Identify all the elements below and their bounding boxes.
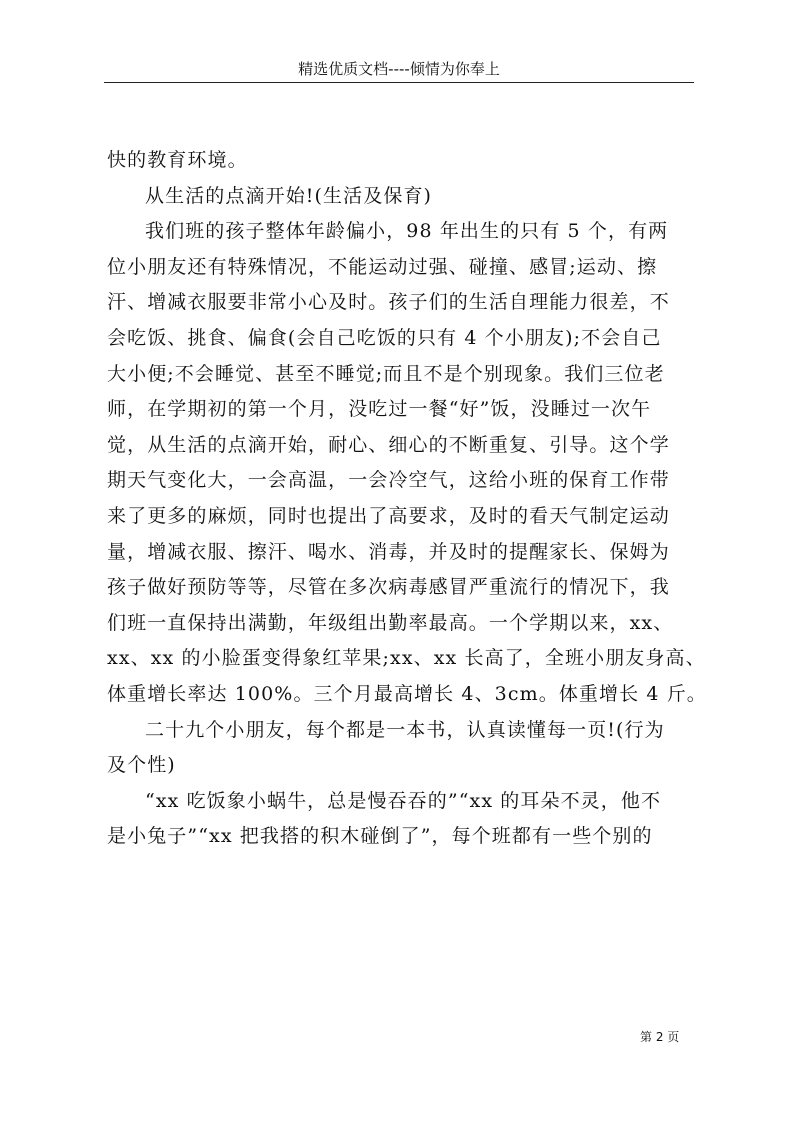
body-line: 及个性)	[107, 754, 176, 777]
body-line: 从生活的点滴开始!(生活及保育)	[145, 184, 433, 207]
document-body	[107, 143, 707, 855]
body-line: 来了更多的麻烦，同时也提出了高要求，及时的看天气制定运动	[107, 504, 670, 527]
document-header	[104, 56, 694, 83]
body-line: 汗、增减衣服要非常小心及时。孩子们的生活自理能力很差，不	[107, 291, 670, 314]
body-line: 大小便;不会睡觉、甚至不睡觉;而且不是个别现象。我们三位老	[107, 362, 665, 385]
body-line: 孩子做好预防等等，尽管在多次病毒感冒严重流行的情况下，我	[107, 576, 670, 599]
page-number: 第 2 页	[640, 1030, 680, 1044]
body-line: 我们班的孩子整体年龄偏小，98 年出生的只有 5 个，有两	[145, 220, 669, 243]
body-line: 是小兔子”“xx 把我搭的积木碰倒了”，每个班都有一些个别的	[107, 825, 653, 848]
header-title: 精选优质文档----倾情为你奉上	[298, 60, 500, 78]
body-line: 量，增减衣服、擦汗、喝水、消毒，并及时的提醒家长、保姆为	[107, 540, 670, 563]
body-line: 期天气变化大，一会高温，一会冷空气，这给小班的保育工作带	[107, 469, 670, 492]
body-line: 二十九个小朋友，每个都是一本书，认真读懂每一页!(行为	[145, 718, 665, 741]
body-line: 们班一直保持出满勤，年级组出勤率最高。一个学期以来，xx、	[107, 611, 674, 634]
body-line: 快的教育环境。	[107, 149, 248, 171]
body-line: “xx 吃饭象小蜗牛，总是慢吞吞的”“xx 的耳朵不灵，他不	[145, 789, 662, 812]
body-line: 会吃饭、挑食、偏食(会自己吃饭的只有 4 个小朋友);不会自己	[107, 326, 662, 349]
body-line: 体重增长率达 100%。三个月最高增长 4、3cm。体重增长 4 斤。	[107, 682, 707, 705]
body-line: 师，在学期初的第一个月，没吃过一餐“好”饭，没睡过一次午	[107, 398, 652, 421]
body-line: 觉，从生活的点滴开始，耐心、细心的不断重复、引导。这个学	[107, 433, 670, 456]
body-line: 位小朋友还有特殊情况，不能运动过强、碰撞、感冒;运动、擦	[107, 255, 658, 278]
body-line: xx、xx 的小脸蛋变得象红苹果;xx、xx 长高了，全班小朋友身高、	[107, 647, 706, 670]
